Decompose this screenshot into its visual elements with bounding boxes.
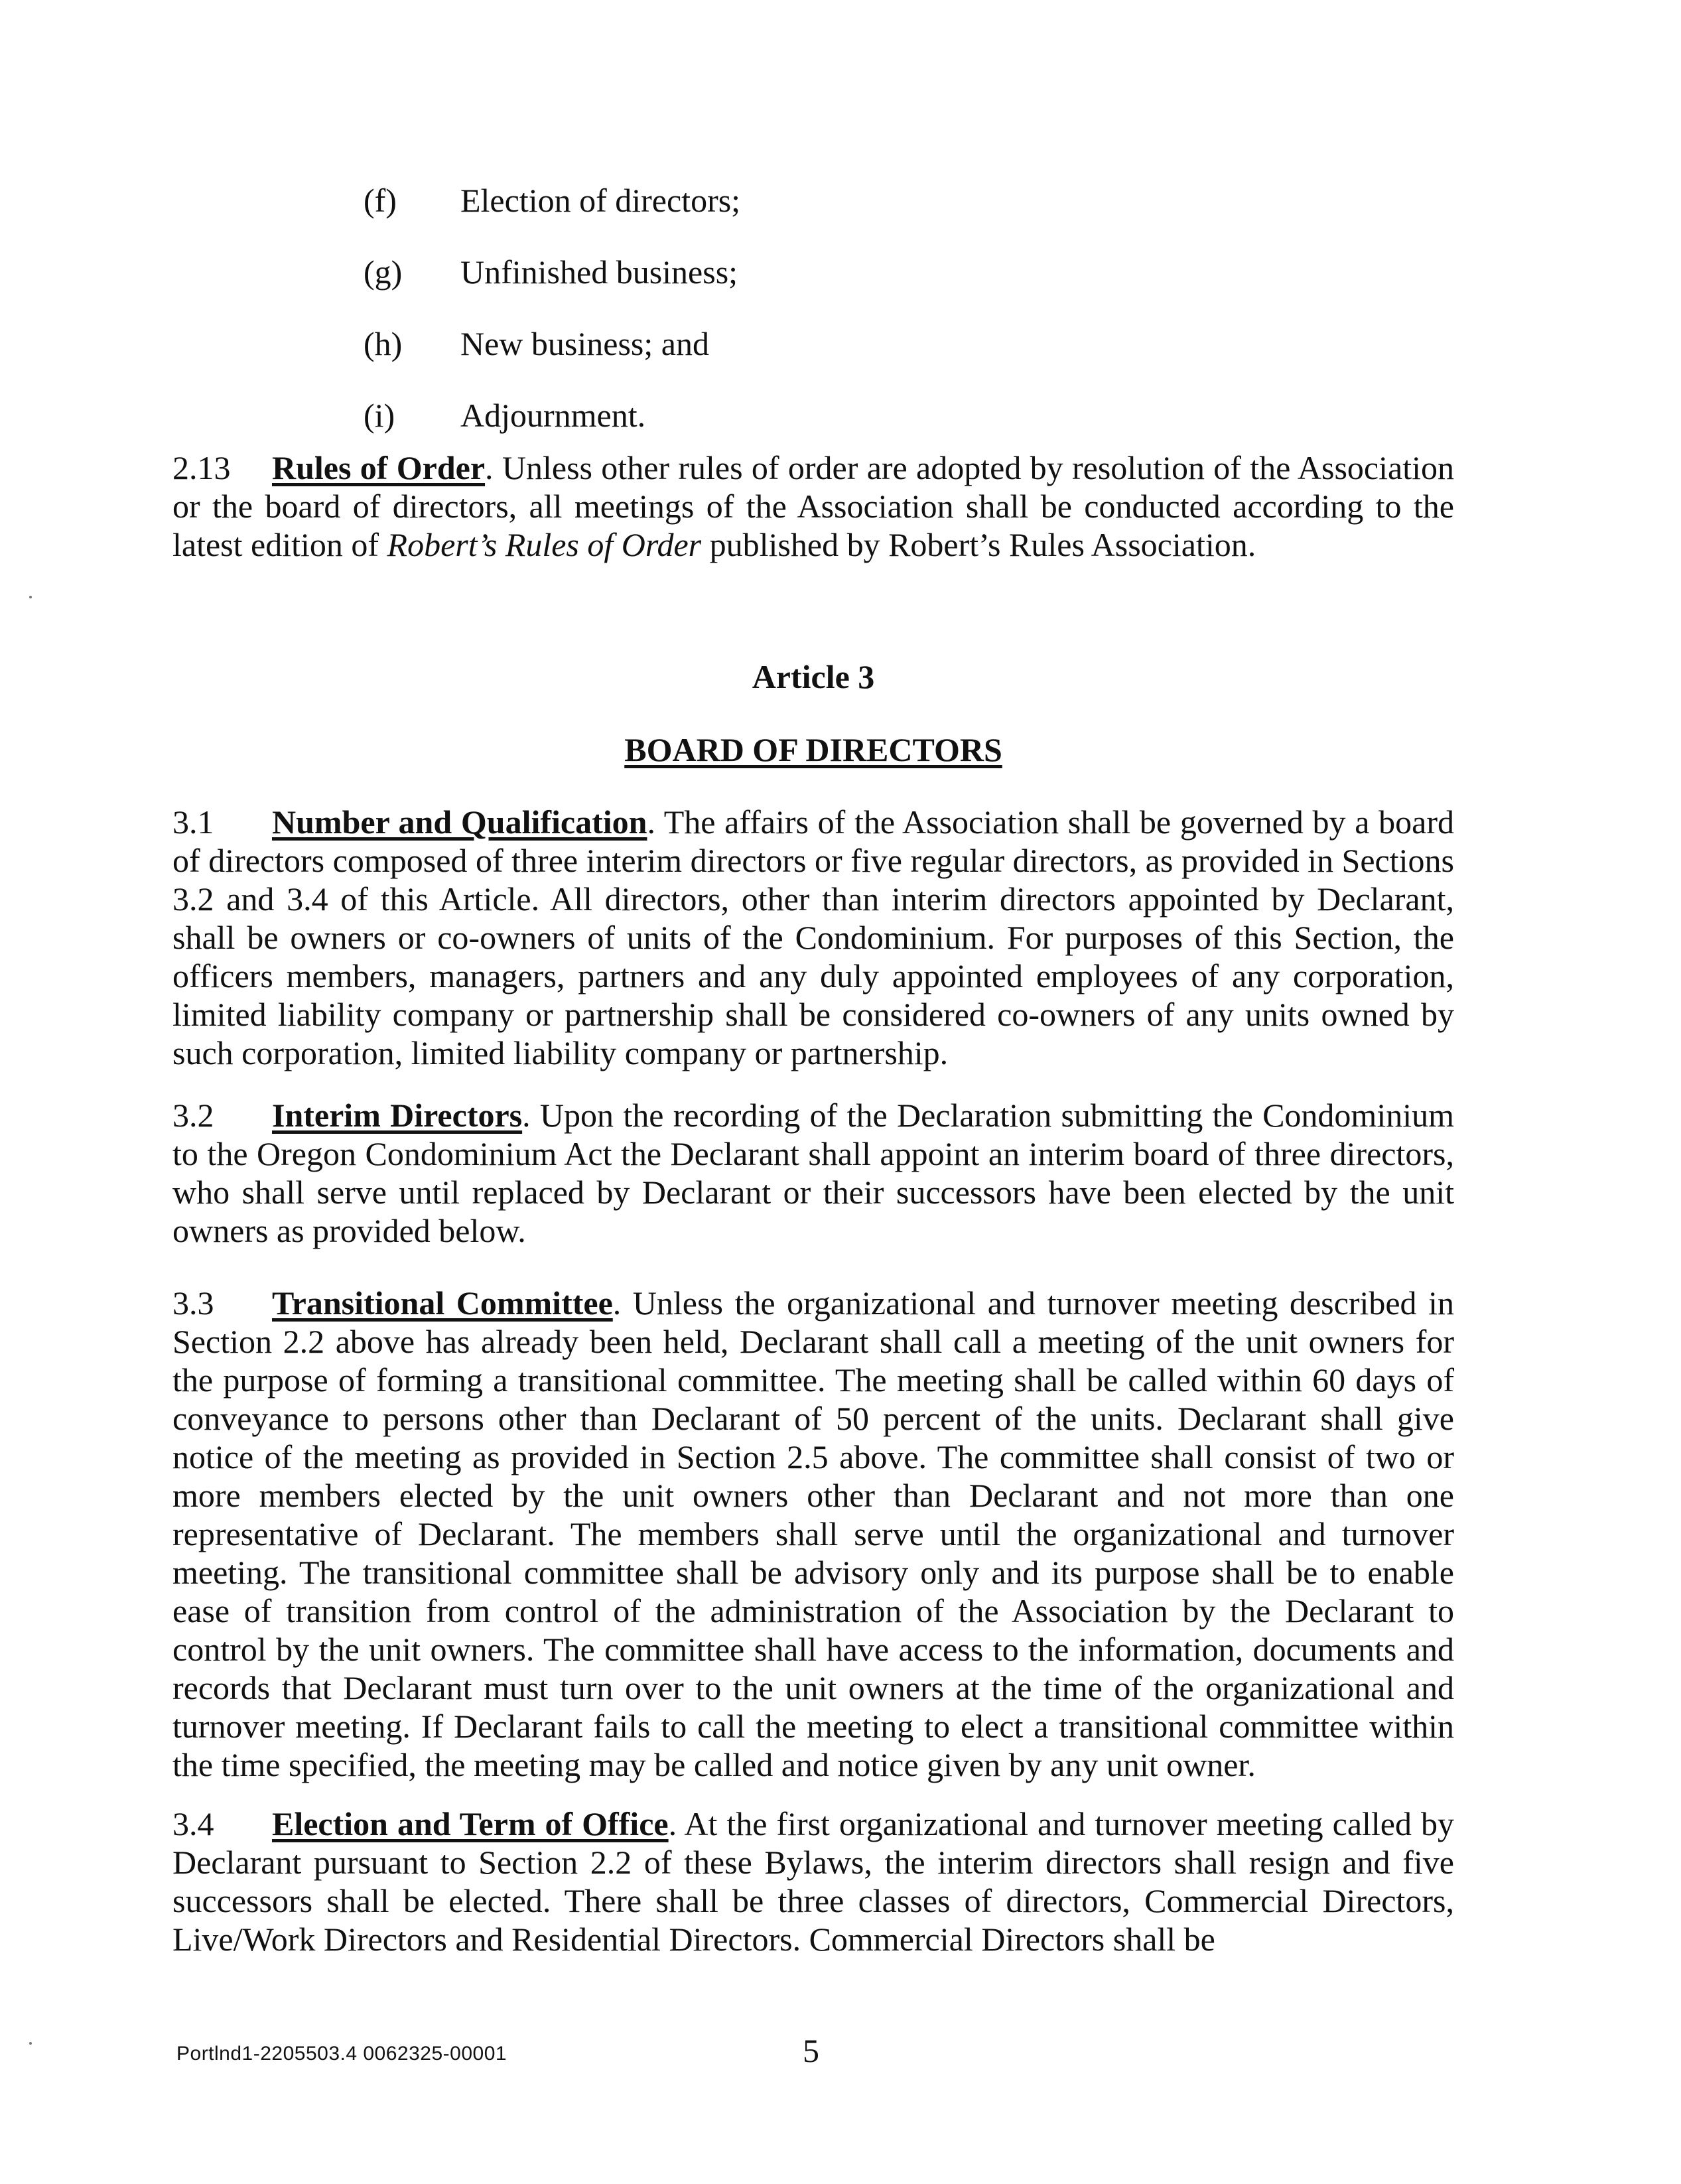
- section-text: . Upon the recording of the Declaration submitting the Condominium to the Oregon Condominium Act the Declarant shall appoint an interim board of three directors, who shall serve until replaced by Declarant or their successors have been elected by the unit owners as provided below.: [172, 1097, 1454, 1249]
- section-number: 3.4: [172, 1805, 214, 1842]
- document-id: Portlnd1-2205503.4 0062325-00001: [176, 2043, 507, 2065]
- list-marker: (i): [364, 397, 395, 434]
- section-3-1: [172, 803, 1454, 1072]
- scan-speck: [29, 596, 32, 598]
- list-text: New business; and: [460, 325, 709, 362]
- list-marker: (f): [364, 182, 397, 219]
- section-text: . Unless other rules of order are adopted by resolution of the Association or the board of directors, all meetings of the Association shall be conducted according to the latest edition of: [172, 449, 1454, 563]
- list-text: Unfinished business;: [460, 253, 738, 291]
- article-subtitle: BOARD OF DIRECTORS: [624, 731, 1002, 768]
- section-heading: Interim Directors: [272, 1097, 523, 1134]
- scan-speck: [29, 2042, 32, 2045]
- section-3-3: [172, 1284, 1454, 1784]
- section-number: 3.2: [172, 1097, 214, 1134]
- section-heading: Number and Qualification: [272, 803, 647, 841]
- section-text: . Unless the organizational and turnover meeting described in Section 2.2 above has already been held, Declarant shall call a meeting of the unit owners for the purpose of forming a transitional committee. The meeting shall be called within 60 days of conveyance to persons other than Declarant of 50 percent of the units. Declarant shall give notice of the meeting as provided in Section 2.5 above. The committee shall consist of two or more members elected by the unit owners other than Declarant and not more than one representative of Declarant. The members shall serve until the organizational and turnover meeting. The transitional committee shall be advisory only and its purpose shall be to enable ease of transition from control of the administration of the Association by the Declarant to control by the unit owners. The committee shall have access to the information, documents and records that Declarant must turn over to the unit owners at the time of the organizational and turnover meeting. If Declarant fails to call the meeting to elect a transitional committee within the time specified, the meeting may be called and notice given by any unit owner.: [172, 1284, 1454, 1783]
- article-title: Article 3: [752, 658, 875, 695]
- list-text: Election of directors;: [460, 182, 741, 219]
- section-heading: Rules of Order: [272, 449, 486, 486]
- section-heading: Transitional Committee: [272, 1284, 613, 1322]
- section-2-13: [172, 448, 1454, 564]
- section-number: 2.13: [172, 449, 231, 486]
- section-3-2: [172, 1096, 1454, 1250]
- section-number: 3.1: [172, 803, 214, 841]
- list-marker: (g): [364, 253, 403, 291]
- italic-title: Robert’s Rules of Order: [387, 526, 702, 563]
- section-text: published by Robert’s Rules Association.: [701, 526, 1256, 563]
- section-text: . At the first organizational and turnover meeting called by Declarant pursuant to Section 2.2 of these Bylaws, the interim directors shall resign and five successors shall be elected. There shall be three classes of directors, Commercial Directors, Live/Work Directors and Residential Directors. Commercial Directors shall be: [172, 1805, 1454, 1958]
- list-marker: (h): [364, 325, 403, 362]
- page-number: 5: [803, 2032, 819, 2069]
- section-number: 3.3: [172, 1284, 214, 1322]
- section-text: . The affairs of the Association shall be governed by a board of directors composed of three interim directors or five regular directors, as provided in Sections 3.2 and 3.4 of this Article. All directors, other than interim directors appointed by Declarant, shall be owners or co-owners of units of the Condominium. For purposes of this Section, the officers members, managers, partners and any duly appointed employees of any corporation, limited liability company or partnership shall be considered co-owners of any units owned by such corporation, limited liability company or partnership.: [172, 803, 1454, 1071]
- list-text: Adjournment.: [460, 397, 646, 434]
- section-heading: Election and Term of Office: [272, 1805, 669, 1842]
- section-3-4: [172, 1805, 1454, 1958]
